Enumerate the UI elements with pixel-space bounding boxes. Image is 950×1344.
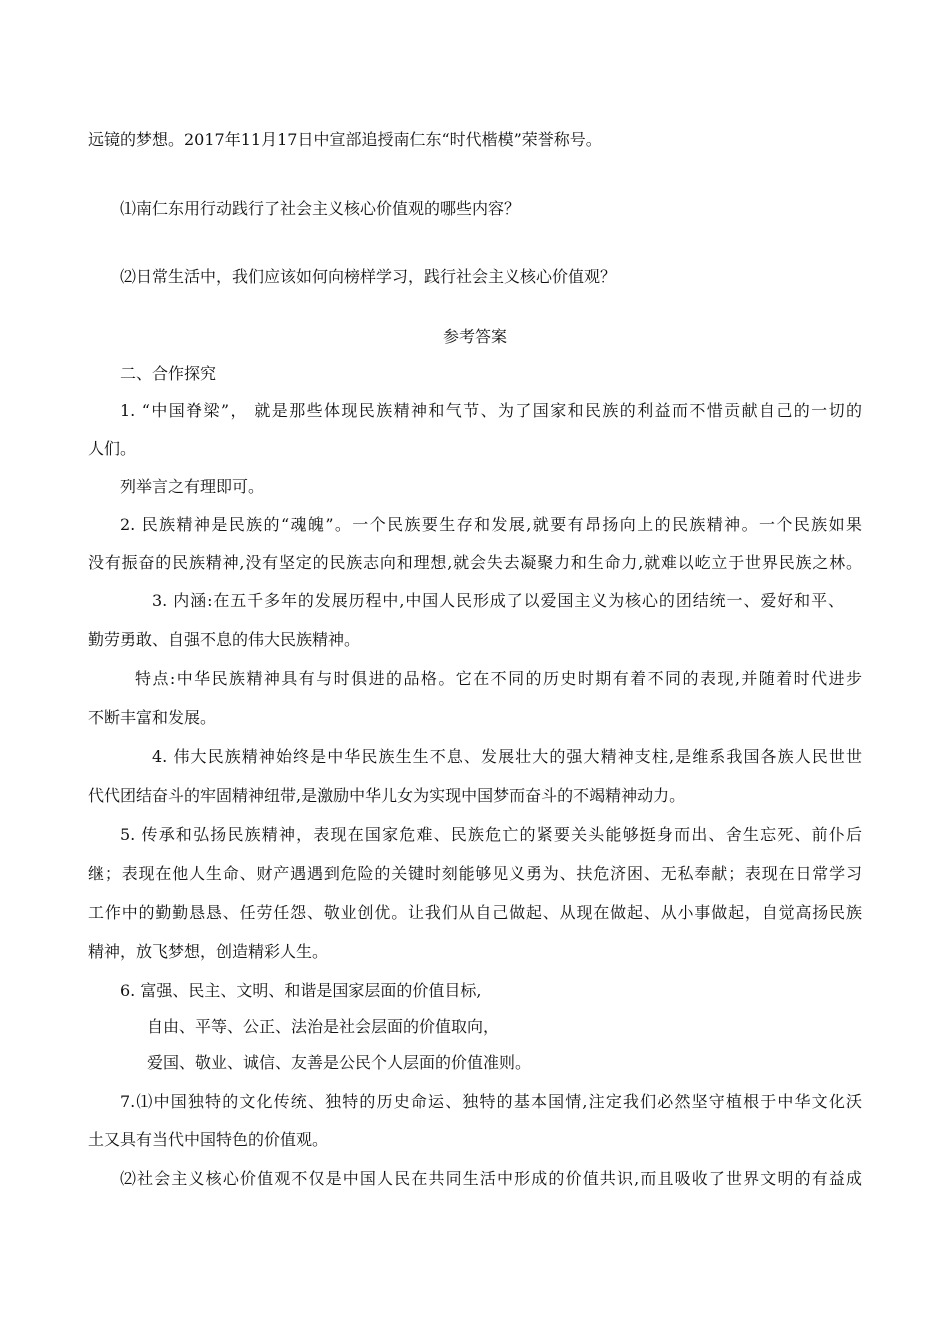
answer-line: 爱国、敬业、诚信、友善是公民个人层面的价值准则。 <box>147 1053 532 1072</box>
answer-line: 6. 富强、民主、文明、和谐是国家层面的价值目标, <box>120 981 482 1000</box>
answer-line: 3. 内涵:在五千多年的发展历程中,中国人民形成了以爱国主义为核心的团结统一、爱好和平、 <box>152 591 844 610</box>
answer-line: 继；表现在他人生命、财产遇遇到危险的关键时刻能够见义勇为、扶危济困、无私奉献；表现在日常学习 <box>88 864 862 883</box>
answer-line: 不断丰富和发展。 <box>88 708 217 727</box>
question-1: ⑴南仁东用行动践行了社会主义核心价值观的哪些内容？ <box>120 199 521 218</box>
answer-line: 1. “中国脊梁”， 就是那些体现民族精神和气节、为了国家和民族的利益而不惜贡献自己的一切的 <box>120 401 862 420</box>
answer-line: 2. 民族精神是民族的“魂魄”。一个民族要生存和发展,就要有昂扬向上的民族精神。一个民族如果 <box>120 515 862 534</box>
answer-line: 土又具有当代中国特色的价值观。 <box>88 1130 329 1149</box>
answer-line: 人们。 <box>88 439 137 458</box>
answer-title: 参考答案 <box>442 327 507 346</box>
answer-line: ⑵社会主义核心价值观不仅是中国人民在共同生活中形成的价值共识,而且吸收了世界文明的有益成 <box>120 1169 862 1188</box>
intro-tail-line: 远镜的梦想。2017年11月17日中宣部追授南仁东“时代楷模”荣誉称号。 <box>88 130 602 149</box>
answer-line: 勤劳勇敢、自强不息的伟大民族精神。 <box>88 630 361 649</box>
answer-line: 精神，放飞梦想，创造精彩人生。 <box>88 942 329 961</box>
question-2: ⑵日常生活中，我们应该如何向榜样学习，践行社会主义核心价值观？ <box>120 267 617 286</box>
answer-line: 列举言之有理即可。 <box>120 477 265 496</box>
answer-line: 工作中的勤勤恳恳、任劳任怨、敬业创优。让我们从自己做起、从现在做起、从小事做起，自觉高扬民族 <box>88 903 862 922</box>
answer-line: 特点:中华民族精神具有与时俱进的品格。它在不同的历史时期有着不同的表现,并随着时代进步 <box>135 669 862 688</box>
answer-line: 代代团结奋斗的牢固精神纽带,是激励中华儿女为实现中国梦而奋斗的不竭精神动力。 <box>88 786 686 805</box>
answer-line: 没有振奋的民族精神,没有坚定的民族志向和理想,就会失去凝聚力和生命力,就难以屹立于世界民族之林。 <box>88 553 862 572</box>
answer-line: 7.⑴中国独特的文化传统、独特的历史命运、独特的基本国情,注定我们必然坚守植根于中华文化沃 <box>120 1092 862 1111</box>
answer-line: 5. 传承和弘扬民族精神，表现在国家危难、民族危亡的紧要关头能够挺身而出、舍生忘死、前仆后 <box>120 825 862 844</box>
section-heading: 二、合作探究 <box>120 364 217 383</box>
answer-line: 自由、平等、公正、法治是社会层面的价值取向， <box>147 1017 500 1036</box>
answer-line: 4. 伟大民族精神始终是中华民族生生不息、发展壮大的强大精神支柱,是维系我国各族人民世世 <box>152 747 862 766</box>
